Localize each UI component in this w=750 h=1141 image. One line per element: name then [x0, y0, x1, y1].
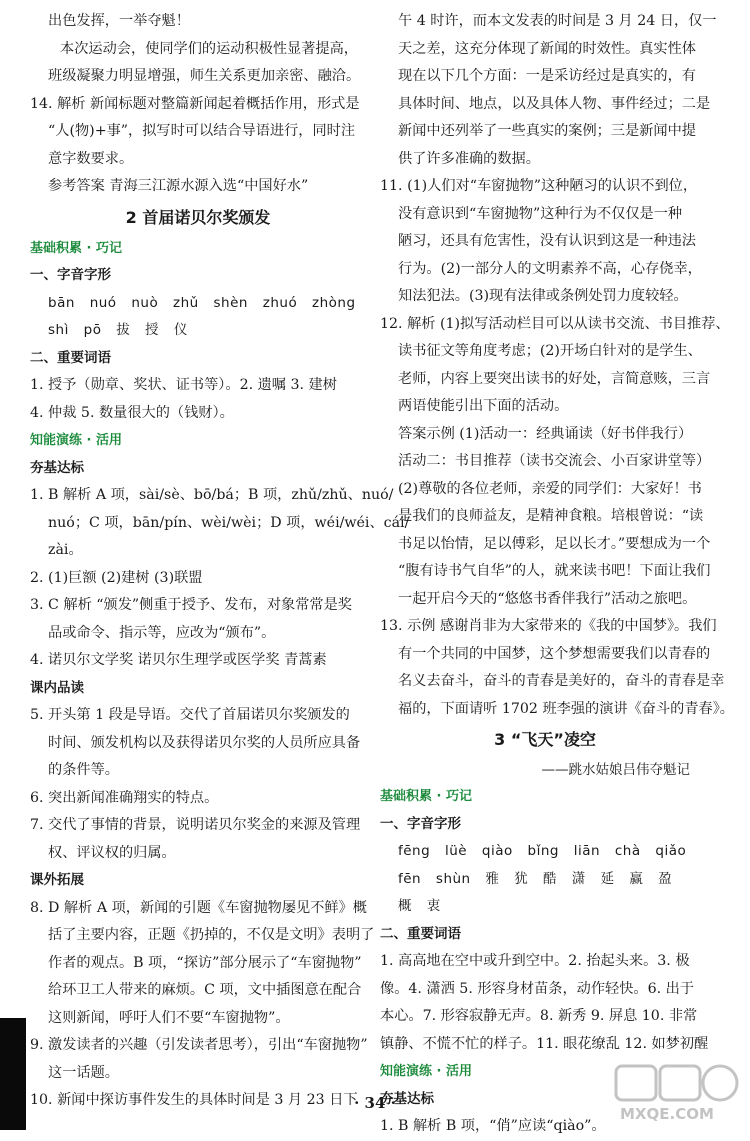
right-line: 供了许多准确的数据。	[398, 150, 540, 167]
right-line: 是我们的良师益友，是精神食粮。培根曾说：“读	[398, 508, 704, 524]
left-line: 作者的观点。B 项，“探访”部分展示了“车窗抛物”	[48, 954, 362, 971]
subsection-heading: 课内品读	[30, 679, 84, 696]
right-line: 有一个共同的中国梦，这个梦想需要我们以青春的	[398, 645, 711, 662]
right-line: 福的，下面请听 1702 班李强的演讲《奋斗的青春》。	[398, 700, 734, 717]
subsection-heading: 夯基达标	[30, 459, 84, 476]
left-line: “人(物)+事”，拟写时可以结合导语进行，同时注	[48, 123, 356, 139]
right-line: 没有意识到“车窗抛物”这种行为不仅仅是一种	[398, 205, 683, 222]
right-line: 老师，内容上要突出读书的好处，言简意赅，三言	[398, 370, 711, 387]
right-line: 天之差，这充分体现了新闻的时效性。真实性体	[398, 40, 696, 57]
right-line: 一起开启今天的“悠悠书香伴我行”活动之旅吧。	[398, 590, 697, 607]
right-line: 活动二：书目推荐（读书交流会、小百家讲堂等）	[398, 453, 711, 469]
watermark-text: MXQE.COM	[620, 1105, 714, 1123]
left-line: 这一话题。	[48, 1064, 119, 1081]
left-line: 的条件等。	[48, 762, 119, 778]
right-line: 读书征文等角度考虑；(2)开场白针对的是学生、	[398, 343, 702, 359]
subsection-heading: 夯基达标	[380, 1090, 434, 1107]
right-line: 具体时间、地点，以及具体人物、事件经过；二是	[398, 95, 711, 112]
section-tag: 基础积累 · 巧记	[380, 789, 472, 804]
left-line: 班级凝聚力明显增强，师生关系更加亲密、融洽。	[48, 68, 361, 84]
page-edge-shadow	[0, 1018, 26, 1130]
section-tag: 知能演练 · 活用	[30, 433, 122, 448]
right-line: 1. B 解析 B 项，“俏”应读“qiào”。	[380, 1118, 606, 1134]
right-line: 12. 解析 (1)拟写活动栏目可以从读书交流、书目推荐、	[380, 315, 730, 332]
right-column	[380, 8, 734, 1141]
right-line: 书足以怡情，足以傅彩，足以长才。”要想成为一个	[398, 535, 711, 552]
right-line: 知法犯法。(3)现有法律或条例处罚力度较轻。	[398, 288, 688, 304]
left-line: 品或命令、指示等，应改为“颁布”。	[48, 624, 276, 641]
right-line: “腹有诗书气自华”的人，就来读书吧！下面让我们	[398, 563, 711, 579]
left-line: 出色发挥，一举夺魁！	[48, 13, 190, 29]
right-line: 镇静、不慌不忙的样子。11. 眼花缭乱 12. 如梦初醒	[380, 1035, 709, 1052]
left-line: 8. D 解析 A 项，新闻的引题《车窗抛物屡见不鲜》概	[30, 899, 367, 916]
left-line: 权、评议权的归属。	[48, 844, 176, 861]
left-line: 1. 授予（勋章、奖状、证书等）。2. 遗嘱 3. 建树	[30, 377, 337, 393]
section-title: ——跳水姑娘吕伟夺魁记	[541, 762, 690, 778]
left-line: 7. 交代了事情的背景，说明诺贝尔奖金的来源及管理	[30, 817, 361, 833]
left-line: 参考答案 青海三江源水源入选“中国好水”	[48, 178, 309, 194]
right-line: 两语使能引出下面的活动。	[398, 398, 569, 414]
section-title: 2 首届诺贝尔奖颁发	[125, 207, 271, 227]
right-line: 现在以下几个方面：一是采访经过是真实的，有	[398, 68, 696, 84]
pinyin-line: fēng lüè qiào bǐng liān chà qiǎo	[398, 843, 687, 859]
right-line: 行为。(2)一部分人的文明素养不高，心存侥幸，	[398, 260, 702, 277]
right-line: 11. (1)人们对“车窗抛物”这种陋习的认识不到位，	[380, 178, 698, 194]
right-line: 答案示例 (1)活动一：经典诵读（好书伴我行）	[398, 425, 693, 442]
right-line: 新闻中还列举了一些真实的案例；三是新闻中提	[398, 123, 696, 139]
right-line: 陋习，还具有危害性，没有认识到这是一种违法	[398, 233, 696, 249]
left-line: 2. (1)巨额 (2)建树 (3)联盟	[30, 569, 203, 586]
right-line: 1. 高高地在空中或升到空中。2. 抬起头来。3. 极	[380, 953, 690, 969]
left-line: 时间、颁发机构以及获得诺贝尔奖的人员所应具备	[48, 734, 361, 751]
subsection-heading: 一、字音字形	[30, 267, 111, 283]
left-line: 6. 突出新闻准确翔实的特点。	[30, 789, 219, 806]
subsection-heading: 一、字音字形	[380, 815, 461, 832]
right-line: (2)尊敬的各位老师，亲爱的同学们：大家好！书	[398, 480, 702, 497]
page-number: · 34 ·	[354, 1094, 396, 1112]
left-line: 10. 新闻中探访事件发生的具体时间是 3 月 23 日下	[30, 1092, 358, 1108]
left-line: 这则新闻，呼吁人们不要“车窗抛物”。	[48, 1009, 290, 1026]
left-line: zài。	[48, 542, 83, 558]
right-line: 午 4 时许，而本文发表的时间是 3 月 24 日，仅一	[398, 13, 717, 29]
left-line: 给环卫工人带来的麻烦。C 项，文中插图意在配合	[48, 982, 362, 998]
right-line: 13. 示例 感谢肖非为大家带来的《我的中国梦》。我们	[380, 618, 717, 634]
subsection-heading: 二、重要词语	[30, 349, 111, 366]
pinyin-line: fēn shùn 雅 犹 酷 潇 延 赢 盈	[398, 870, 673, 887]
left-line: nuó；C 项，bān/pín、wèi/wèi；D 项，wéi/wéi、cái/	[48, 514, 410, 531]
watermark-logo	[612, 1062, 742, 1124]
pinyin-line: bān nuó nuò zhǔ shèn zhuó zhòng	[48, 294, 356, 311]
left-line: 5. 开头第 1 段是导语。交代了首届诺贝尔奖颁发的	[30, 707, 350, 723]
subsection-heading: 二、重要词语	[380, 925, 461, 942]
left-line: 9. 激发读者的兴趣（引发读者思考），引出“车窗抛物”	[30, 1037, 368, 1053]
pinyin-line: 概 衷	[398, 898, 441, 914]
right-line: 名义去奋斗，奋斗的青春是美好的，奋斗的青春是幸	[398, 673, 725, 689]
right-line: 本心。7. 形容寂静无声。8. 新秀 9. 屏息 10. 非常	[380, 1008, 698, 1024]
section-title: 3 “飞天”凌空	[494, 730, 596, 749]
left-line: 14. 解析 新闻标题对整篇新闻起着概括作用，形式是	[30, 95, 360, 112]
left-line: 3. C 解析 “颁发”侧重于授予、发布，对象常常是奖	[30, 597, 352, 613]
left-line: 本次运动会，使同学们的运动积极性显著提高，	[60, 40, 358, 57]
left-line: 1. B 解析 A 项，sài/sè、bō/bá；B 项，zhǔ/zhǔ、nuó/	[30, 487, 394, 503]
left-line: 4. 仲裁 5. 数量很大的（钱财）。	[30, 404, 234, 421]
right-line: 像。4. 潇洒 5. 形容身材苗条，动作轻快。6. 出于	[380, 980, 695, 997]
section-tag: 基础积累 · 巧记	[30, 240, 122, 256]
section-tag: 知能演练 · 活用	[380, 1064, 472, 1079]
left-line: 括了主要内容，正题《扔掉的，不仅是文明》表明了	[48, 927, 375, 943]
subsection-heading: 课外拓展	[30, 872, 84, 888]
pinyin-line: shì pō 拔 授 仪	[48, 322, 188, 338]
left-line: 4. 诺贝尔文学奖 诺贝尔生理学或医学奖 青蒿素	[30, 652, 327, 668]
left-line: 意字数要求。	[48, 150, 134, 167]
